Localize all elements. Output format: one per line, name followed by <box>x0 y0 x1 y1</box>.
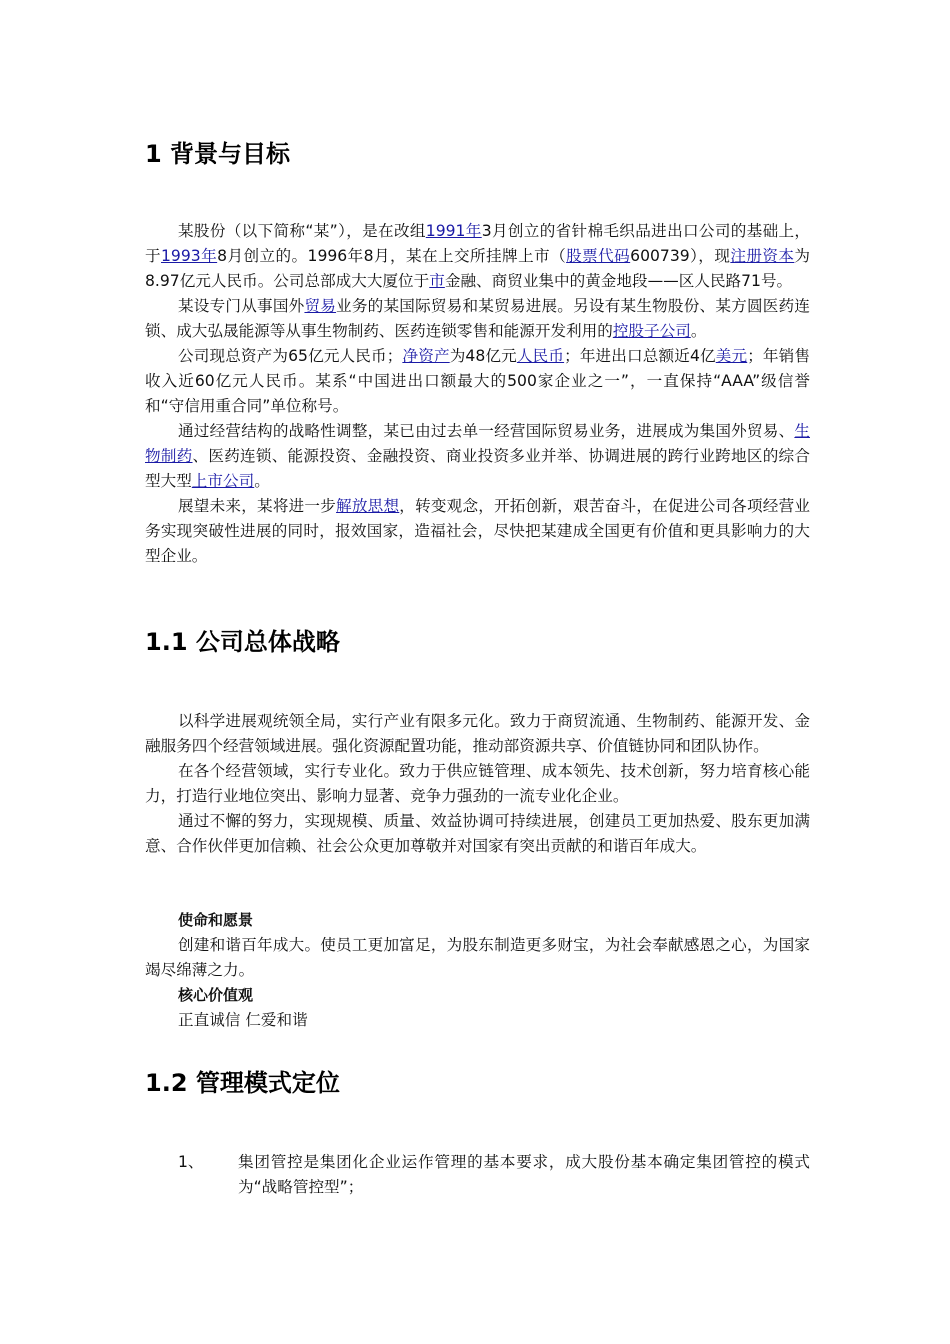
text: 某股份（以下简称“某”），是在改组 <box>178 222 426 240</box>
text: 通过经营结构的战略性调整，某已由过去单一经营国际贸易业务，进展成为集国外贸易、 <box>178 422 795 440</box>
paragraph: 通过不懈的努力，实现规模、质量、效益协调可持续进展，创建员工更加热爱、股东更加满意、合作伙伴更加信赖、社会公众更加尊敬并对国家有突出贡献的和谐百年成大。 <box>145 812 810 855</box>
paragraph <box>145 419 810 494</box>
mission-title: 使命和愿景 <box>178 911 254 929</box>
paragraph: 以科学进展观统领全局，实行产业有限多元化。致力于商贸流通、生物制药、能源开发、金融服务四个经营领域进展。强化资源配置功能，推动部资源共享、价值链协同和团队协作。 <box>145 712 810 755</box>
paragraph <box>145 494 810 569</box>
text: 。 <box>254 472 270 490</box>
text: 为48亿元 <box>449 347 517 365</box>
text: 600739），现 <box>630 247 731 265</box>
text: 为8.97亿元人民币。公司总部成大大厦位于 <box>145 247 810 290</box>
section-heading-1: 1 背景与目标 <box>145 140 291 168</box>
paragraph <box>145 344 810 419</box>
text: 8月创立的。1996年8月，某在上交所挂牌上市（ <box>217 247 567 265</box>
text: 公司现总资产为65亿元人民币； <box>178 347 403 365</box>
values-text: 正直诚信 仁爱和谐 <box>178 1011 308 1029</box>
link-1991[interactable]: 1991年 <box>425 222 482 240</box>
text: 业务的某国际贸易和某贸易进展。另设有某生物股份、某方圆医药连锁、成大弘晟能源等从事生物制药、医药连锁零售和能源开发利用的 <box>145 297 810 340</box>
list-item <box>145 1150 810 1200</box>
link-registered-capital[interactable]: 注册资本 <box>730 247 795 265</box>
link-net-assets[interactable]: 净资产 <box>402 347 450 365</box>
paragraph <box>145 294 810 344</box>
link-listed-company[interactable]: 上市公司 <box>191 472 255 490</box>
mission-text: 创建和谐百年成大。使员工更加富足，为股东制造更多财宝，为社会奉献感恩之心，为国家竭尽绵薄之力。 <box>145 936 810 979</box>
link-rmb[interactable]: 人民币 <box>516 347 565 365</box>
text: 、医药连锁、能源投资、金融投资、商业投资多业并举、协调进展的跨行业跨地区的综合型大型 <box>145 447 810 490</box>
paragraph: 在各个经营领域，实行专业化。致力于供应链管理、成本领先、技术创新，努力培育核心能力，打造行业地位突出、影响力显著、竞争力强劲的一流专业化企业。 <box>145 762 810 805</box>
link-city[interactable]: 市 <box>429 272 445 290</box>
link-1993[interactable]: 1993年 <box>161 247 218 265</box>
text: ，转变观念，开拓创新，艰苦奋斗，在促进公司各项经营业务实现突破性进展的同时，报效国家，造福社会，尽快把某建成全国更有价值和更具影响力的大型企业。 <box>145 497 810 565</box>
link-emancipate[interactable]: 解放思想 <box>336 497 400 515</box>
values-title: 核心价值观 <box>178 986 254 1004</box>
link-subsidiary[interactable]: 控股子公司 <box>612 322 691 340</box>
paragraph <box>145 219 810 294</box>
text: 。 <box>690 322 707 340</box>
list-text: 集团管控是集团化企业运作管理的基本要求，成大股份基本确定集团管控的模式为“战略管控型”； <box>238 1153 810 1196</box>
background-section <box>145 219 810 569</box>
text: ；年销售收入近60亿元人民币。某系“中国进出口额最大的500家企业之一”，一直保持“AAA”级信誉和“守信用重合同”单位称号。 <box>145 347 810 415</box>
link-trade[interactable]: 贸易 <box>304 297 337 315</box>
list-number: 1、 <box>178 1153 204 1171</box>
text: 金融、商贸业集中的黄金地段——区人民路71号。 <box>444 272 793 290</box>
mission-section <box>145 908 810 1033</box>
text: ；年进出口总额近4亿 <box>564 347 716 365</box>
section-heading-1-2: 1.2 管理模式定位 <box>145 1069 340 1097</box>
text: 3月创立的省针棉毛织品进出口公司的基础上，于 <box>145 222 811 265</box>
link-usd[interactable]: 美元 <box>715 347 748 365</box>
strategy-section <box>145 709 810 859</box>
link-stock-code[interactable]: 股票代码 <box>566 247 631 265</box>
section-heading-1-1: 1.1 公司总体战略 <box>145 628 340 656</box>
text: 某设专门从事国外 <box>178 297 305 315</box>
link-biopharma[interactable]: 生物制药 <box>145 422 810 465</box>
text: 展望未来，某将进一步 <box>178 497 337 515</box>
